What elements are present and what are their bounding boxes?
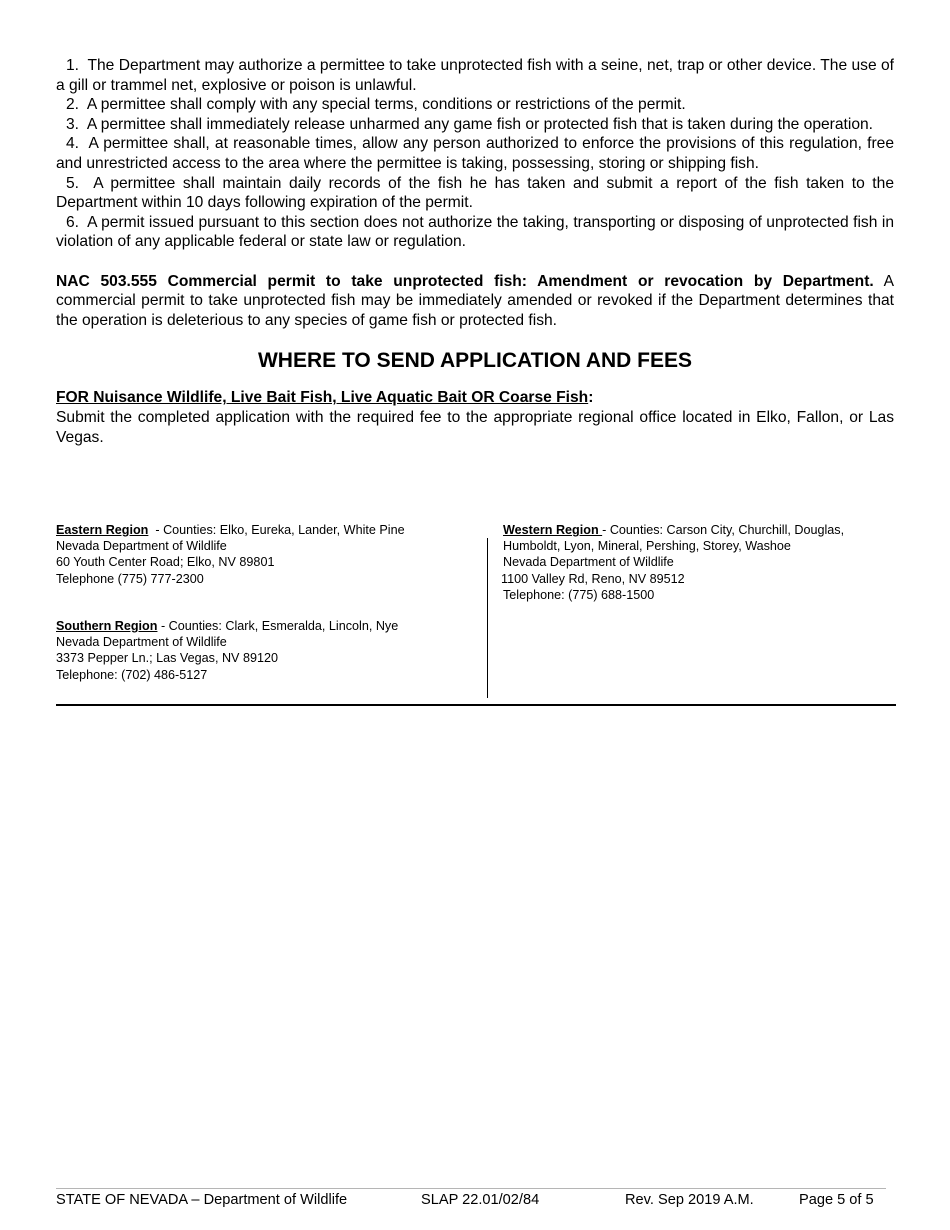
permit-rules-list <box>56 56 894 252</box>
region-name: Western Region <box>503 523 603 537</box>
eastern-region-block <box>56 522 476 587</box>
column-divider <box>487 538 488 698</box>
rule-item-1 <box>56 56 894 95</box>
rule-number: 4. <box>66 135 80 153</box>
regional-offices <box>56 522 896 706</box>
rule-text: A permittee shall maintain daily records of the fish he has taken and submit a report of the fish taken to the Department within 10 days following expiration of the permit. <box>56 174 894 212</box>
footer-agency: STATE OF NEVADA – Department of Wildlife <box>56 1192 348 1208</box>
footer-divider <box>56 1188 886 1189</box>
document-body <box>56 56 894 447</box>
submission-heading-text: FOR Nuisance Wildlife, Live Bait Fish, Live Aquatic Bait OR Coarse Fish <box>56 389 589 407</box>
region-phone: Telephone (775) 777-2300 <box>56 571 204 586</box>
rule-item-5 <box>56 174 894 213</box>
rule-number: 1. <box>66 57 80 74</box>
region-agency: Nevada Department of Wildlife <box>56 635 227 650</box>
rule-number: 5. <box>66 174 80 192</box>
nac-heading: NAC 503.555 Commercial permit to take unprotected fish: Amendment or revocation by Department. <box>56 272 874 290</box>
rule-text: A permittee shall, at reasonable times, allow any person authorized to enforce the provisions of this regulation, free and unrestricted access to the area where the permittee is taking, possessing, storing or shipping fish. <box>56 135 894 172</box>
nac-section <box>56 272 894 331</box>
nac-body: A commercial permit to take unprotected fish may be immediately amended or revoked if the Department determines that the operation is deleterious to any species of game fish or protected fish. <box>56 272 894 329</box>
region-phone: Telephone: (702) 486-5127 <box>56 667 208 682</box>
rule-number: 2. <box>66 96 80 114</box>
rule-number: 6. <box>66 213 80 231</box>
rule-item-6 <box>56 213 894 252</box>
section-title: WHERE TO SEND APPLICATION AND FEES <box>257 349 693 373</box>
submission-instruction: Submit the completed application with the required fee to the appropriate regional office located in Elko, Fallon, or Las Vegas. <box>56 408 894 446</box>
region-agency: Nevada Department of Wildlife <box>56 539 227 554</box>
region-counties: - Counties: Clark, Esmeralda, Lincoln, Nye <box>157 619 399 633</box>
rule-item-3 <box>56 115 894 135</box>
rule-text: A permittee shall comply with any special terms, conditions or restrictions of the permit. <box>86 96 686 114</box>
rule-text: A permittee shall immediately release unharmed any game fish or protected fish that is taken during the operation. <box>86 115 874 133</box>
rule-text: A permit issued pursuant to this section does not authorize the taking, transporting or disposing of unprotected fish in violation of any applicable federal or state law or regulation. <box>56 213 895 251</box>
footer-form-id: SLAP 22.01/02/84 <box>421 1192 540 1208</box>
footer-page-number: Page 5 of 5 <box>799 1192 874 1208</box>
rule-item-4 <box>56 134 894 173</box>
region-name: Southern Region <box>56 619 158 633</box>
submission-heading-colon: : <box>588 389 594 407</box>
rule-text: The Department may authorize a permittee to take unprotected fish with a seine, net, trap or other device. The use of a gill or trammel net, explosive or poison is unlawful. <box>56 57 894 94</box>
region-counties: - Counties: Elko, Eureka, Lander, White Pine <box>148 523 405 537</box>
southern-region-block <box>56 618 476 683</box>
footer-revision: Rev. Sep 2019 A.M. <box>625 1192 754 1208</box>
rule-number: 3. <box>66 115 80 133</box>
region-name: Eastern Region <box>56 523 149 537</box>
submission-heading <box>56 388 894 408</box>
region-address: 3373 Pepper Ln.; Las Vegas, NV 89120 <box>56 651 278 666</box>
western-region-block <box>503 522 896 603</box>
rule-item-2 <box>56 95 894 115</box>
region-phone: Telephone: (775) 688-1500 <box>503 587 655 602</box>
region-address: 60 Youth Center Road; Elko, NV 89801 <box>56 555 275 570</box>
region-counties: - Counties: Carson City, Churchill, Douglas, Humboldt, Lyon, Mineral, Pershing, Storey, Washoe <box>503 523 845 554</box>
region-agency: Nevada Department of Wildlife <box>503 555 674 570</box>
region-address: 1100 Valley Rd, Reno, NV 89512 <box>501 571 685 586</box>
